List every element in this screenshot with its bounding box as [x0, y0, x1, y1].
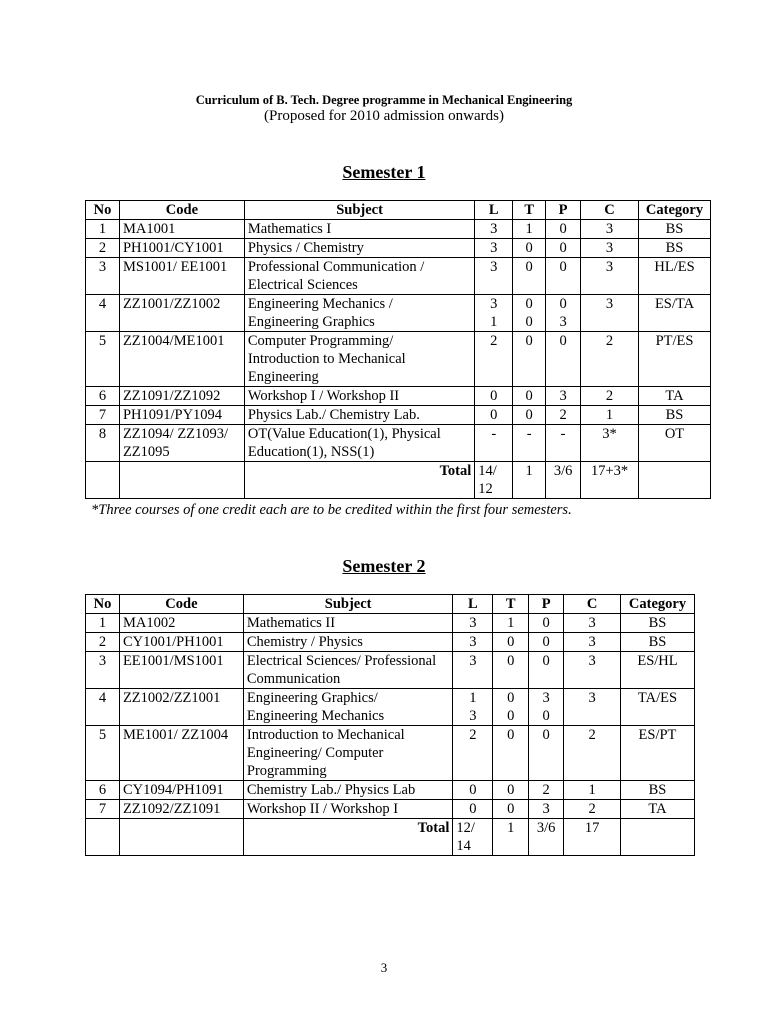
- tutorial-hours: 0: [493, 781, 529, 800]
- category: BS: [639, 406, 711, 425]
- header-p: P: [546, 201, 581, 220]
- header-t: T: [493, 595, 529, 614]
- category: PT/ES: [639, 332, 711, 387]
- table-row: [86, 239, 711, 258]
- table-row: [86, 689, 695, 726]
- lecture-hours: 0: [475, 406, 513, 425]
- table-row: [86, 425, 711, 462]
- credits: 2: [564, 800, 621, 819]
- lecture-hours: 0: [475, 387, 513, 406]
- empty-cell: [639, 462, 711, 499]
- tutorial-hours: 0 0: [513, 295, 546, 332]
- course-code: ZZ1001/ZZ1002: [119, 295, 244, 332]
- table-row: [86, 781, 695, 800]
- practical-hours: 3 0: [529, 689, 564, 726]
- lecture-hours: 3: [453, 652, 493, 689]
- tutorial-hours: -: [513, 425, 546, 462]
- total-label: Total: [244, 462, 474, 499]
- credits: 1: [581, 406, 639, 425]
- lecture-hours: 2: [475, 332, 513, 387]
- practical-hours: 0: [546, 258, 581, 295]
- credits: 3: [581, 258, 639, 295]
- tutorial-hours: 0: [493, 633, 529, 652]
- lecture-hours: -: [475, 425, 513, 462]
- semester-1-heading: Semester 1: [342, 162, 426, 182]
- semester-2-table: [85, 594, 695, 856]
- practical-hours: 0: [529, 633, 564, 652]
- row-no: 7: [86, 406, 120, 425]
- category: TA: [639, 387, 711, 406]
- lecture-hours: 3: [453, 614, 493, 633]
- credits: 3: [564, 614, 621, 633]
- row-no: 4: [86, 295, 120, 332]
- table-row: [86, 614, 695, 633]
- tutorial-hours: 0: [513, 332, 546, 387]
- practical-hours: 3: [529, 800, 564, 819]
- total-tutorial: 1: [493, 819, 529, 856]
- category: BS: [620, 633, 694, 652]
- header-category: Category: [620, 595, 694, 614]
- empty-cell: [620, 819, 694, 856]
- category: ES/HL: [620, 652, 694, 689]
- table-row: [86, 652, 695, 689]
- category: BS: [639, 239, 711, 258]
- table-row: [86, 295, 711, 332]
- total-practical: 3/6: [529, 819, 564, 856]
- header-subject: Subject: [244, 201, 474, 220]
- course-subject: Engineering Graphics/ Engineering Mechanics: [243, 689, 453, 726]
- credits: 3: [564, 633, 621, 652]
- row-no: 1: [86, 220, 120, 239]
- total-credits: 17+3*: [581, 462, 639, 499]
- category: BS: [639, 220, 711, 239]
- row-no: 7: [86, 800, 120, 819]
- credits: 3: [564, 689, 621, 726]
- header-no: No: [86, 595, 120, 614]
- course-subject: Workshop I / Workshop II: [244, 387, 474, 406]
- tutorial-hours: 0: [513, 239, 546, 258]
- course-code: MA1002: [119, 614, 243, 633]
- total-label: Total: [243, 819, 453, 856]
- semester-2-heading: Semester 2: [342, 556, 426, 576]
- course-code: PH1091/PY1094: [119, 406, 244, 425]
- credits: 3*: [581, 425, 639, 462]
- course-code: ZZ1091/ZZ1092: [119, 387, 244, 406]
- course-code: ZZ1002/ZZ1001: [119, 689, 243, 726]
- header-c: C: [564, 595, 621, 614]
- course-subject: OT(Value Education(1), Physical Education(1), NSS(1): [244, 425, 474, 462]
- category: TA: [620, 800, 694, 819]
- course-subject: Physics / Chemistry: [244, 239, 474, 258]
- empty-cell: [86, 819, 120, 856]
- table-row: [86, 726, 695, 781]
- table-header-row: [86, 201, 711, 220]
- practical-hours: 0: [529, 726, 564, 781]
- header-code: Code: [119, 201, 244, 220]
- tutorial-hours: 0: [513, 387, 546, 406]
- page-number: 3: [380, 960, 388, 975]
- row-no: 3: [86, 652, 120, 689]
- row-no: 4: [86, 689, 120, 726]
- course-code: ZZ1094/ ZZ1093/ ZZ1095: [119, 425, 244, 462]
- empty-cell: [86, 462, 120, 499]
- practical-hours: 0: [546, 220, 581, 239]
- lecture-hours: 3 1: [475, 295, 513, 332]
- practical-hours: 2: [529, 781, 564, 800]
- practical-hours: 0: [546, 332, 581, 387]
- row-no: 2: [86, 633, 120, 652]
- category: ES/TA: [639, 295, 711, 332]
- row-no: 6: [86, 781, 120, 800]
- table-row: [86, 800, 695, 819]
- course-code: CY1001/PH1001: [119, 633, 243, 652]
- practical-hours: -: [546, 425, 581, 462]
- header-l: L: [453, 595, 493, 614]
- header-t: T: [513, 201, 546, 220]
- total-lecture: 12/ 14: [453, 819, 493, 856]
- table-row: [86, 633, 695, 652]
- course-code: ME1001/ ZZ1004: [119, 726, 243, 781]
- credits: 2: [564, 726, 621, 781]
- credits: 3: [581, 295, 639, 332]
- total-tutorial: 1: [513, 462, 546, 499]
- practical-hours: 0: [529, 652, 564, 689]
- tutorial-hours: 0: [493, 652, 529, 689]
- credit-footnote: *Three courses of one credit each are to be credited within the first four semesters.: [91, 502, 572, 518]
- practical-hours: 0: [546, 239, 581, 258]
- course-code: EE1001/MS1001: [119, 652, 243, 689]
- tutorial-hours: 0: [513, 406, 546, 425]
- header-no: No: [86, 201, 120, 220]
- course-code: PH1001/CY1001: [119, 239, 244, 258]
- header-category: Category: [639, 201, 711, 220]
- course-subject: Workshop II / Workshop I: [243, 800, 453, 819]
- tutorial-hours: 1: [493, 614, 529, 633]
- tutorial-hours: 0: [493, 726, 529, 781]
- semester-1-table: [85, 200, 711, 499]
- course-code: MS1001/ EE1001: [119, 258, 244, 295]
- total-row: [86, 462, 711, 499]
- practical-hours: 0 3: [546, 295, 581, 332]
- tutorial-hours: 0 0: [493, 689, 529, 726]
- table-row: [86, 220, 711, 239]
- header-c: C: [581, 201, 639, 220]
- lecture-hours: 3: [475, 258, 513, 295]
- course-subject: Chemistry Lab./ Physics Lab: [243, 781, 453, 800]
- category: TA/ES: [620, 689, 694, 726]
- course-subject: Engineering Mechanics / Engineering Graphics: [244, 295, 474, 332]
- practical-hours: 2: [546, 406, 581, 425]
- empty-cell: [119, 819, 243, 856]
- empty-cell: [119, 462, 244, 499]
- document-subtitle: (Proposed for 2010 admission onwards): [264, 108, 504, 124]
- credits: 2: [581, 387, 639, 406]
- course-subject: Physics Lab./ Chemistry Lab.: [244, 406, 474, 425]
- header-code: Code: [119, 595, 243, 614]
- header-subject: Subject: [243, 595, 453, 614]
- credits: 2: [581, 332, 639, 387]
- course-subject: Professional Communication / Electrical Sciences: [244, 258, 474, 295]
- lecture-hours: 3: [475, 220, 513, 239]
- course-subject: Mathematics I: [244, 220, 474, 239]
- total-practical: 3/6: [546, 462, 581, 499]
- course-subject: Chemistry / Physics: [243, 633, 453, 652]
- lecture-hours: 2: [453, 726, 493, 781]
- table-row: [86, 332, 711, 387]
- row-no: 6: [86, 387, 120, 406]
- credits: 3: [581, 239, 639, 258]
- tutorial-hours: 0: [493, 800, 529, 819]
- table-row: [86, 406, 711, 425]
- course-code: CY1094/PH1091: [119, 781, 243, 800]
- practical-hours: 0: [529, 614, 564, 633]
- document-title: Curriculum of B. Tech. Degree programme in Mechanical Engineering: [195, 93, 573, 107]
- lecture-hours: 3: [453, 633, 493, 652]
- table-row: [86, 387, 711, 406]
- course-code: ZZ1092/ZZ1091: [119, 800, 243, 819]
- lecture-hours: 1 3: [453, 689, 493, 726]
- row-no: 3: [86, 258, 120, 295]
- course-code: MA1001: [119, 220, 244, 239]
- table-row: [86, 258, 711, 295]
- row-no: 5: [86, 332, 120, 387]
- row-no: 2: [86, 239, 120, 258]
- row-no: 8: [86, 425, 120, 462]
- header-l: L: [475, 201, 513, 220]
- course-subject: Mathematics II: [243, 614, 453, 633]
- practical-hours: 3: [546, 387, 581, 406]
- category: BS: [620, 614, 694, 633]
- course-subject: Electrical Sciences/ Professional Communication: [243, 652, 453, 689]
- category: BS: [620, 781, 694, 800]
- credits: 3: [564, 652, 621, 689]
- row-no: 1: [86, 614, 120, 633]
- total-row: [86, 819, 695, 856]
- credits: 3: [581, 220, 639, 239]
- header-p: P: [529, 595, 564, 614]
- tutorial-hours: 1: [513, 220, 546, 239]
- row-no: 5: [86, 726, 120, 781]
- course-code: ZZ1004/ME1001: [119, 332, 244, 387]
- category: OT: [639, 425, 711, 462]
- total-lecture: 14/ 12: [475, 462, 513, 499]
- lecture-hours: 0: [453, 800, 493, 819]
- course-subject: Introduction to Mechanical Engineering/ Computer Programming: [243, 726, 453, 781]
- course-subject: Computer Programming/ Introduction to Mechanical Engineering: [244, 332, 474, 387]
- category: HL/ES: [639, 258, 711, 295]
- lecture-hours: 3: [475, 239, 513, 258]
- category: ES/PT: [620, 726, 694, 781]
- lecture-hours: 0: [453, 781, 493, 800]
- tutorial-hours: 0: [513, 258, 546, 295]
- credits: 1: [564, 781, 621, 800]
- total-credits: 17: [564, 819, 621, 856]
- table-header-row: [86, 595, 695, 614]
